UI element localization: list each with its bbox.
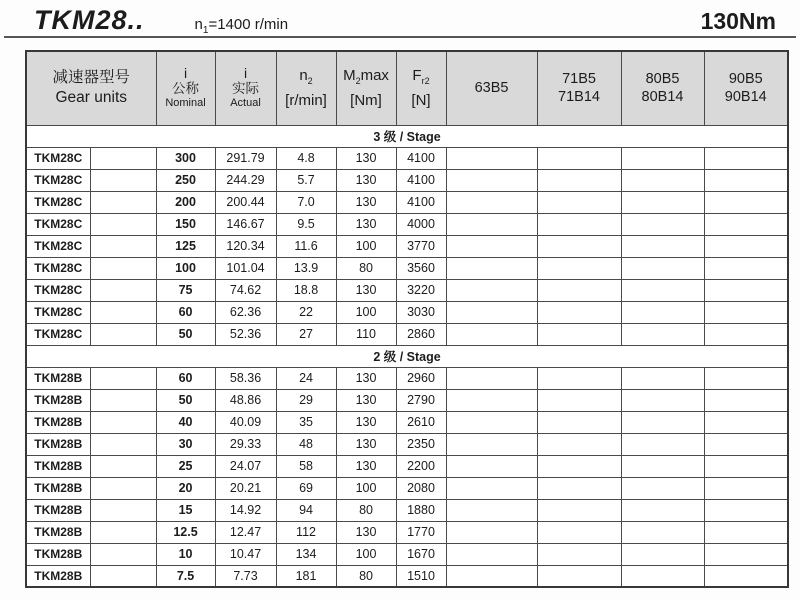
cell-model-ext [90, 433, 156, 455]
cell-80b5 [621, 367, 704, 389]
cell-fr2: 4100 [396, 147, 446, 169]
cell-model: TKM28B [26, 565, 90, 587]
cell-model: TKM28B [26, 455, 90, 477]
table-row [26, 477, 788, 499]
cell-80b5 [621, 411, 704, 433]
column-header-fr2: $F_{r2}$ [N] [396, 51, 446, 125]
cell-m2max: 130 [336, 213, 396, 235]
cell-71b5 [537, 301, 621, 323]
cell-fr2: 3770 [396, 235, 446, 257]
cell-90b5 [704, 389, 788, 411]
cell-model-ext [90, 521, 156, 543]
cell-n2: 35 [276, 411, 336, 433]
cell-model: TKM28B [26, 499, 90, 521]
cell-model-ext [90, 213, 156, 235]
cell-80b5 [621, 521, 704, 543]
cell-m2max: 130 [336, 521, 396, 543]
cell-fr2: 2200 [396, 455, 446, 477]
cell-nominal: 7.5 [156, 565, 215, 587]
cell-model-ext [90, 235, 156, 257]
cell-n2: 27 [276, 323, 336, 345]
cell-80b5 [621, 257, 704, 279]
stage-band-row [26, 345, 788, 367]
cell-n2: 13.9 [276, 257, 336, 279]
cell-m2max: 100 [336, 543, 396, 565]
cell-fr2: 4100 [396, 169, 446, 191]
table-row [26, 499, 788, 521]
cell-fr2: 3030 [396, 301, 446, 323]
cell-m2max: 130 [336, 367, 396, 389]
cell-model-ext [90, 455, 156, 477]
cell-63b5 [446, 367, 537, 389]
cell-model-ext [90, 499, 156, 521]
cell-80b5 [621, 279, 704, 301]
cell-fr2: 1670 [396, 543, 446, 565]
cell-63b5 [446, 499, 537, 521]
cell-actual: 291.79 [215, 147, 276, 169]
table-row [26, 433, 788, 455]
cell-63b5 [446, 543, 537, 565]
cell-80b5 [621, 235, 704, 257]
cell-model: TKM28C [26, 257, 90, 279]
cell-fr2: 2080 [396, 477, 446, 499]
cell-fr2: 2960 [396, 367, 446, 389]
cell-n2: 4.8 [276, 147, 336, 169]
cell-model: TKM28C [26, 279, 90, 301]
cell-90b5 [704, 499, 788, 521]
cell-m2max: 100 [336, 477, 396, 499]
cell-actual: 52.36 [215, 323, 276, 345]
cell-63b5 [446, 191, 537, 213]
cell-nominal: 60 [156, 367, 215, 389]
cell-90b5 [704, 521, 788, 543]
cell-63b5 [446, 477, 537, 499]
cell-90b5 [704, 169, 788, 191]
cell-63b5 [446, 279, 537, 301]
column-header-b63: 63B5 [446, 51, 537, 125]
cell-nominal: 40 [156, 411, 215, 433]
cell-actual: 29.33 [215, 433, 276, 455]
cell-nominal: 250 [156, 169, 215, 191]
cell-m2max: 130 [336, 169, 396, 191]
table-row [26, 169, 788, 191]
cell-m2max: 130 [336, 279, 396, 301]
cell-80b5 [621, 477, 704, 499]
cell-fr2: 3220 [396, 279, 446, 301]
cell-nominal: 10 [156, 543, 215, 565]
cell-80b5 [621, 455, 704, 477]
cell-nominal: 15 [156, 499, 215, 521]
cell-model-ext [90, 367, 156, 389]
cell-71b5 [537, 521, 621, 543]
table-row [26, 411, 788, 433]
cell-model: TKM28C [26, 147, 90, 169]
cell-model: TKM28C [26, 213, 90, 235]
cell-71b5 [537, 455, 621, 477]
table-body [26, 125, 788, 587]
cell-model: TKM28C [26, 191, 90, 213]
cell-80b5 [621, 543, 704, 565]
cell-fr2: 4100 [396, 191, 446, 213]
cell-model: TKM28B [26, 389, 90, 411]
cell-n2: 18.8 [276, 279, 336, 301]
cell-90b5 [704, 411, 788, 433]
cell-63b5 [446, 147, 537, 169]
cell-model-ext [90, 411, 156, 433]
cell-m2max: 110 [336, 323, 396, 345]
cell-71b5 [537, 477, 621, 499]
cell-nominal: 50 [156, 389, 215, 411]
column-header-m2max: $M_2\max$ [Nm] [336, 51, 396, 125]
cell-80b5 [621, 213, 704, 235]
cell-n2: 11.6 [276, 235, 336, 257]
cell-n2: 29 [276, 389, 336, 411]
cell-actual: 62.36 [215, 301, 276, 323]
table-row [26, 257, 788, 279]
cell-90b5 [704, 323, 788, 345]
cell-80b5 [621, 389, 704, 411]
cell-71b5 [537, 147, 621, 169]
cell-90b5 [704, 565, 788, 587]
cell-n2: 94 [276, 499, 336, 521]
cell-fr2: 2610 [396, 411, 446, 433]
cell-90b5 [704, 367, 788, 389]
stage-band-label: 3 级 / Stage [26, 125, 788, 147]
cell-63b5 [446, 455, 537, 477]
cell-n2: 24 [276, 367, 336, 389]
cell-71b5 [537, 323, 621, 345]
table-header-row [26, 51, 788, 125]
cell-nominal: 200 [156, 191, 215, 213]
gear-ratings-table [25, 50, 789, 588]
cell-63b5 [446, 301, 537, 323]
cell-model: TKM28B [26, 521, 90, 543]
cell-model-ext [90, 257, 156, 279]
table-row [26, 235, 788, 257]
table-row [26, 521, 788, 543]
cell-model-ext [90, 147, 156, 169]
cell-fr2: 4000 [396, 213, 446, 235]
table-row [26, 301, 788, 323]
cell-model-ext [90, 301, 156, 323]
cell-63b5 [446, 323, 537, 345]
cell-m2max: 130 [336, 147, 396, 169]
cell-nominal: 20 [156, 477, 215, 499]
cell-model-ext [90, 279, 156, 301]
cell-m2max: 80 [336, 499, 396, 521]
column-header-actual: i 实际 Actual [215, 51, 276, 125]
cell-nominal: 150 [156, 213, 215, 235]
table-row [26, 147, 788, 169]
cell-model: TKM28B [26, 433, 90, 455]
cell-model-ext [90, 191, 156, 213]
cell-actual: 58.36 [215, 367, 276, 389]
cell-n2: 9.5 [276, 213, 336, 235]
cell-model: TKM28C [26, 235, 90, 257]
cell-nominal: 75 [156, 279, 215, 301]
cell-model: TKM28C [26, 169, 90, 191]
cell-80b5 [621, 565, 704, 587]
cell-nominal: 125 [156, 235, 215, 257]
cell-90b5 [704, 301, 788, 323]
cell-m2max: 100 [336, 235, 396, 257]
cell-71b5 [537, 499, 621, 521]
cell-actual: 10.47 [215, 543, 276, 565]
cell-model: TKM28B [26, 543, 90, 565]
cell-actual: 40.09 [215, 411, 276, 433]
stage-band-row [26, 125, 788, 147]
column-header-model: 减速器型号 Gear units [26, 51, 156, 125]
table-row [26, 543, 788, 565]
table-row [26, 389, 788, 411]
table-row [26, 213, 788, 235]
cell-fr2: 1880 [396, 499, 446, 521]
cell-n2: 5.7 [276, 169, 336, 191]
cell-model: TKM28B [26, 367, 90, 389]
cell-63b5 [446, 411, 537, 433]
cell-m2max: 80 [336, 257, 396, 279]
cell-n2: 7.0 [276, 191, 336, 213]
cell-n2: 58 [276, 455, 336, 477]
cell-80b5 [621, 433, 704, 455]
cell-nominal: 30 [156, 433, 215, 455]
cell-model-ext [90, 543, 156, 565]
cell-m2max: 130 [336, 455, 396, 477]
cell-actual: 14.92 [215, 499, 276, 521]
column-header-b71: 71B5 71B14 [537, 51, 621, 125]
column-header-b90: 90B5 90B14 [704, 51, 788, 125]
cell-actual: 146.67 [215, 213, 276, 235]
cell-63b5 [446, 213, 537, 235]
cell-63b5 [446, 521, 537, 543]
column-header-nominal: i 公称 Nominal [156, 51, 215, 125]
cell-80b5 [621, 147, 704, 169]
cell-actual: 12.47 [215, 521, 276, 543]
cell-n2: 22 [276, 301, 336, 323]
cell-actual: 101.04 [215, 257, 276, 279]
cell-90b5 [704, 191, 788, 213]
cell-80b5 [621, 301, 704, 323]
cell-m2max: 80 [336, 565, 396, 587]
cell-n2: 48 [276, 433, 336, 455]
cell-nominal: 100 [156, 257, 215, 279]
cell-71b5 [537, 565, 621, 587]
cell-nominal: 300 [156, 147, 215, 169]
doc-title: TKM28.. [34, 5, 145, 35]
cell-90b5 [704, 455, 788, 477]
cell-nominal: 25 [156, 455, 215, 477]
cell-71b5 [537, 411, 621, 433]
column-header-n2: $n_2$ [r/min] [276, 51, 336, 125]
cell-90b5 [704, 477, 788, 499]
table-row [26, 455, 788, 477]
cell-fr2: 1770 [396, 521, 446, 543]
cell-actual: 74.62 [215, 279, 276, 301]
cell-nominal: 12.5 [156, 521, 215, 543]
cell-90b5 [704, 147, 788, 169]
cell-m2max: 130 [336, 191, 396, 213]
table-row [26, 565, 788, 587]
cell-90b5 [704, 257, 788, 279]
cell-fr2: 2790 [396, 389, 446, 411]
cell-m2max: 130 [336, 411, 396, 433]
table-row [26, 191, 788, 213]
column-header-b80: 80B5 80B14 [621, 51, 704, 125]
cell-80b5 [621, 323, 704, 345]
cell-n2: 112 [276, 521, 336, 543]
cell-71b5 [537, 367, 621, 389]
cell-model: TKM28B [26, 477, 90, 499]
cell-71b5 [537, 389, 621, 411]
cell-actual: 244.29 [215, 169, 276, 191]
cell-m2max: 130 [336, 433, 396, 455]
cell-model-ext [90, 323, 156, 345]
cell-model-ext [90, 389, 156, 411]
cell-actual: 120.34 [215, 235, 276, 257]
cell-n2: 181 [276, 565, 336, 587]
cell-71b5 [537, 235, 621, 257]
cell-90b5 [704, 213, 788, 235]
cell-63b5 [446, 565, 537, 587]
cell-model-ext [90, 169, 156, 191]
cell-actual: 20.21 [215, 477, 276, 499]
cell-actual: 24.07 [215, 455, 276, 477]
cell-63b5 [446, 257, 537, 279]
cell-80b5 [621, 169, 704, 191]
table-row [26, 367, 788, 389]
cell-fr2: 3560 [396, 257, 446, 279]
cell-71b5 [537, 213, 621, 235]
cell-90b5 [704, 279, 788, 301]
cell-n2: 134 [276, 543, 336, 565]
table-row [26, 323, 788, 345]
cell-71b5 [537, 191, 621, 213]
cell-model: TKM28C [26, 323, 90, 345]
cell-63b5 [446, 433, 537, 455]
cell-n2: 69 [276, 477, 336, 499]
cell-fr2: 2350 [396, 433, 446, 455]
torque-rating: 130Nm [700, 8, 776, 34]
cell-90b5 [704, 235, 788, 257]
cell-63b5 [446, 389, 537, 411]
cell-71b5 [537, 433, 621, 455]
cell-71b5 [537, 543, 621, 565]
cell-model: TKM28B [26, 411, 90, 433]
cell-actual: 48.86 [215, 389, 276, 411]
cell-model: TKM28C [26, 301, 90, 323]
table-row [26, 279, 788, 301]
cell-model-ext [90, 565, 156, 587]
header-divider [4, 36, 796, 38]
cell-63b5 [446, 169, 537, 191]
page-header [0, 0, 800, 36]
cell-90b5 [704, 543, 788, 565]
cell-90b5 [704, 433, 788, 455]
cell-80b5 [621, 499, 704, 521]
cell-fr2: 2860 [396, 323, 446, 345]
input-speed-note: $n_1=1400$ r/min [194, 16, 289, 36]
cell-nominal: 50 [156, 323, 215, 345]
cell-71b5 [537, 169, 621, 191]
cell-71b5 [537, 279, 621, 301]
cell-m2max: 100 [336, 301, 396, 323]
cell-71b5 [537, 257, 621, 279]
cell-63b5 [446, 235, 537, 257]
cell-model-ext [90, 477, 156, 499]
cell-actual: 7.73 [215, 565, 276, 587]
cell-nominal: 60 [156, 301, 215, 323]
cell-80b5 [621, 191, 704, 213]
cell-m2max: 130 [336, 389, 396, 411]
cell-fr2: 1510 [396, 565, 446, 587]
cell-actual: 200.44 [215, 191, 276, 213]
stage-band-label: 2 级 / Stage [26, 345, 788, 367]
